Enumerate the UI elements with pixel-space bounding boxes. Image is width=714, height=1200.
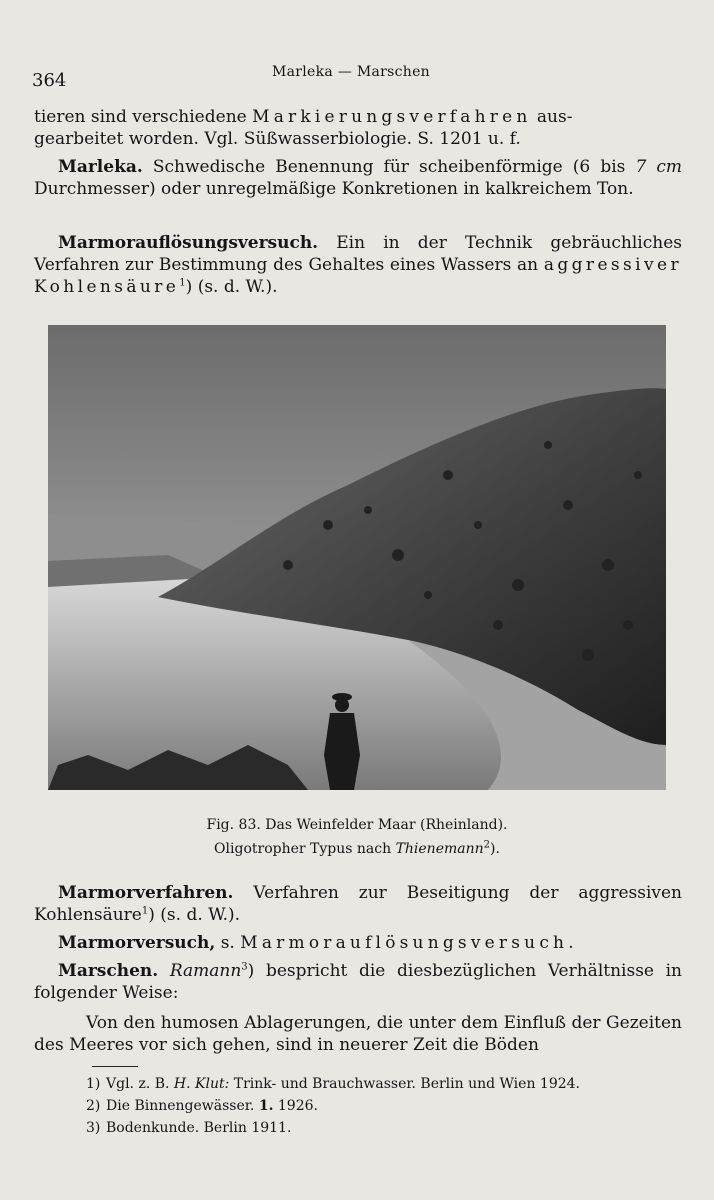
footnote-2 bbox=[86, 1096, 686, 1117]
caption-text-a: Oligotropher Typus nach bbox=[214, 841, 396, 857]
footnote-3 bbox=[86, 1118, 686, 1139]
intro-text-line2: gearbeitet worden. Vgl. Süßwasserbiologie. S. 1201 u. f. bbox=[34, 129, 521, 149]
footnote-text-a: Bodenkunde. Berlin 1911. bbox=[106, 1120, 292, 1136]
marmoraufloesung-text-b: ) (s. d. W.). bbox=[185, 277, 278, 297]
footnote-ref: 1 bbox=[141, 905, 149, 917]
marmoraufloesung-spaced-term: aggressiver Kohlensäure bbox=[34, 255, 682, 297]
marleka-text-b: Durchmesser) oder unregelmäßige Konkretionen in kalkreichem Ton. bbox=[34, 179, 634, 199]
footnote-ref: 1 bbox=[179, 277, 186, 289]
footnote-text-a: Vgl. z. B. bbox=[106, 1076, 174, 1092]
figure-caption-line1: Fig. 83. Das Weinfelder Maar (Rheinland). bbox=[206, 817, 508, 833]
intro-paragraph bbox=[34, 106, 682, 150]
term-marleka: Marleka. bbox=[58, 157, 143, 177]
entry-marmorverfahren bbox=[34, 882, 682, 926]
footnote-1 bbox=[86, 1074, 686, 1095]
footnote-ref: 2 bbox=[483, 839, 491, 851]
lake-photograph bbox=[48, 325, 666, 790]
marmorversuch-spaced-term: Marmorauflösungsversuch. bbox=[240, 933, 578, 953]
footnote-author: H. Klut: bbox=[173, 1076, 230, 1092]
caption-text-b: ). bbox=[490, 841, 500, 857]
entry-marmoraufloesungsversuch bbox=[34, 232, 682, 298]
footnote-rule bbox=[92, 1066, 138, 1067]
intro-text-a: tieren sind verschiedene bbox=[34, 107, 253, 127]
footnote-text-b: 1926. bbox=[273, 1098, 318, 1114]
footnote-volume: 1. bbox=[258, 1098, 274, 1114]
footnote-text-a: Die Binnengewässer. bbox=[106, 1098, 259, 1114]
intro-spaced-term: Markierungsverfahren bbox=[252, 107, 532, 127]
intro-text-c: aus- bbox=[531, 107, 573, 127]
entry-marschen bbox=[34, 960, 682, 1004]
term-marmorversuch: Marmorversuch, bbox=[58, 933, 216, 953]
marleka-text-a: Schwedische Benennung für scheibenförmige (6 bis bbox=[142, 157, 636, 177]
term-marschen: Marschen. bbox=[58, 961, 159, 981]
marmorverfahren-text-a: Verfahren zur Beseitigung der aggressiven Kohlensäure bbox=[34, 883, 682, 925]
marleka-unit: 7 cm bbox=[635, 157, 682, 177]
footnote-text-b: Trink- und Brauchwasser. Berlin und Wien 1924. bbox=[229, 1076, 580, 1092]
footnote-ref: 3 bbox=[241, 961, 248, 973]
marschen-text-a: ) bespricht die diesbezüglichen Verhältnisse in folgender Weise: bbox=[34, 961, 682, 1003]
footnote-number: 2) bbox=[86, 1098, 101, 1114]
footnote-number: 1) bbox=[86, 1076, 101, 1092]
page-number: 364 bbox=[32, 70, 67, 91]
footnote-number: 3) bbox=[86, 1120, 101, 1136]
running-head: Marleka — Marschen bbox=[272, 64, 430, 80]
entry-marmorversuch bbox=[34, 932, 682, 954]
caption-author: Thienemann bbox=[395, 841, 484, 857]
marmorversuch-text-a: s. bbox=[215, 933, 241, 953]
marschen-paragraph-2: Von den humosen Ablagerungen, die unter dem Einfluß der Gezeiten des Meeres vor sich gehen, sind in neuerer Zeit die Böden bbox=[34, 1013, 682, 1055]
marmoraufloesung-text-a: Ein in der Technik gebräuchliches Verfahren zur Bestimmung des Gehaltes eines Wassers an bbox=[34, 233, 682, 275]
marschen-author: Ramann bbox=[169, 961, 242, 981]
figure-caption-line2 bbox=[48, 837, 666, 861]
marmorverfahren-text-b: ) (s. d. W.). bbox=[148, 905, 241, 925]
term-marmorverfahren: Marmorverfahren. bbox=[58, 883, 234, 903]
term-marmoraufloesungsversuch: Marmorauflösungsversuch. bbox=[58, 233, 319, 253]
entry-marleka bbox=[34, 156, 682, 200]
